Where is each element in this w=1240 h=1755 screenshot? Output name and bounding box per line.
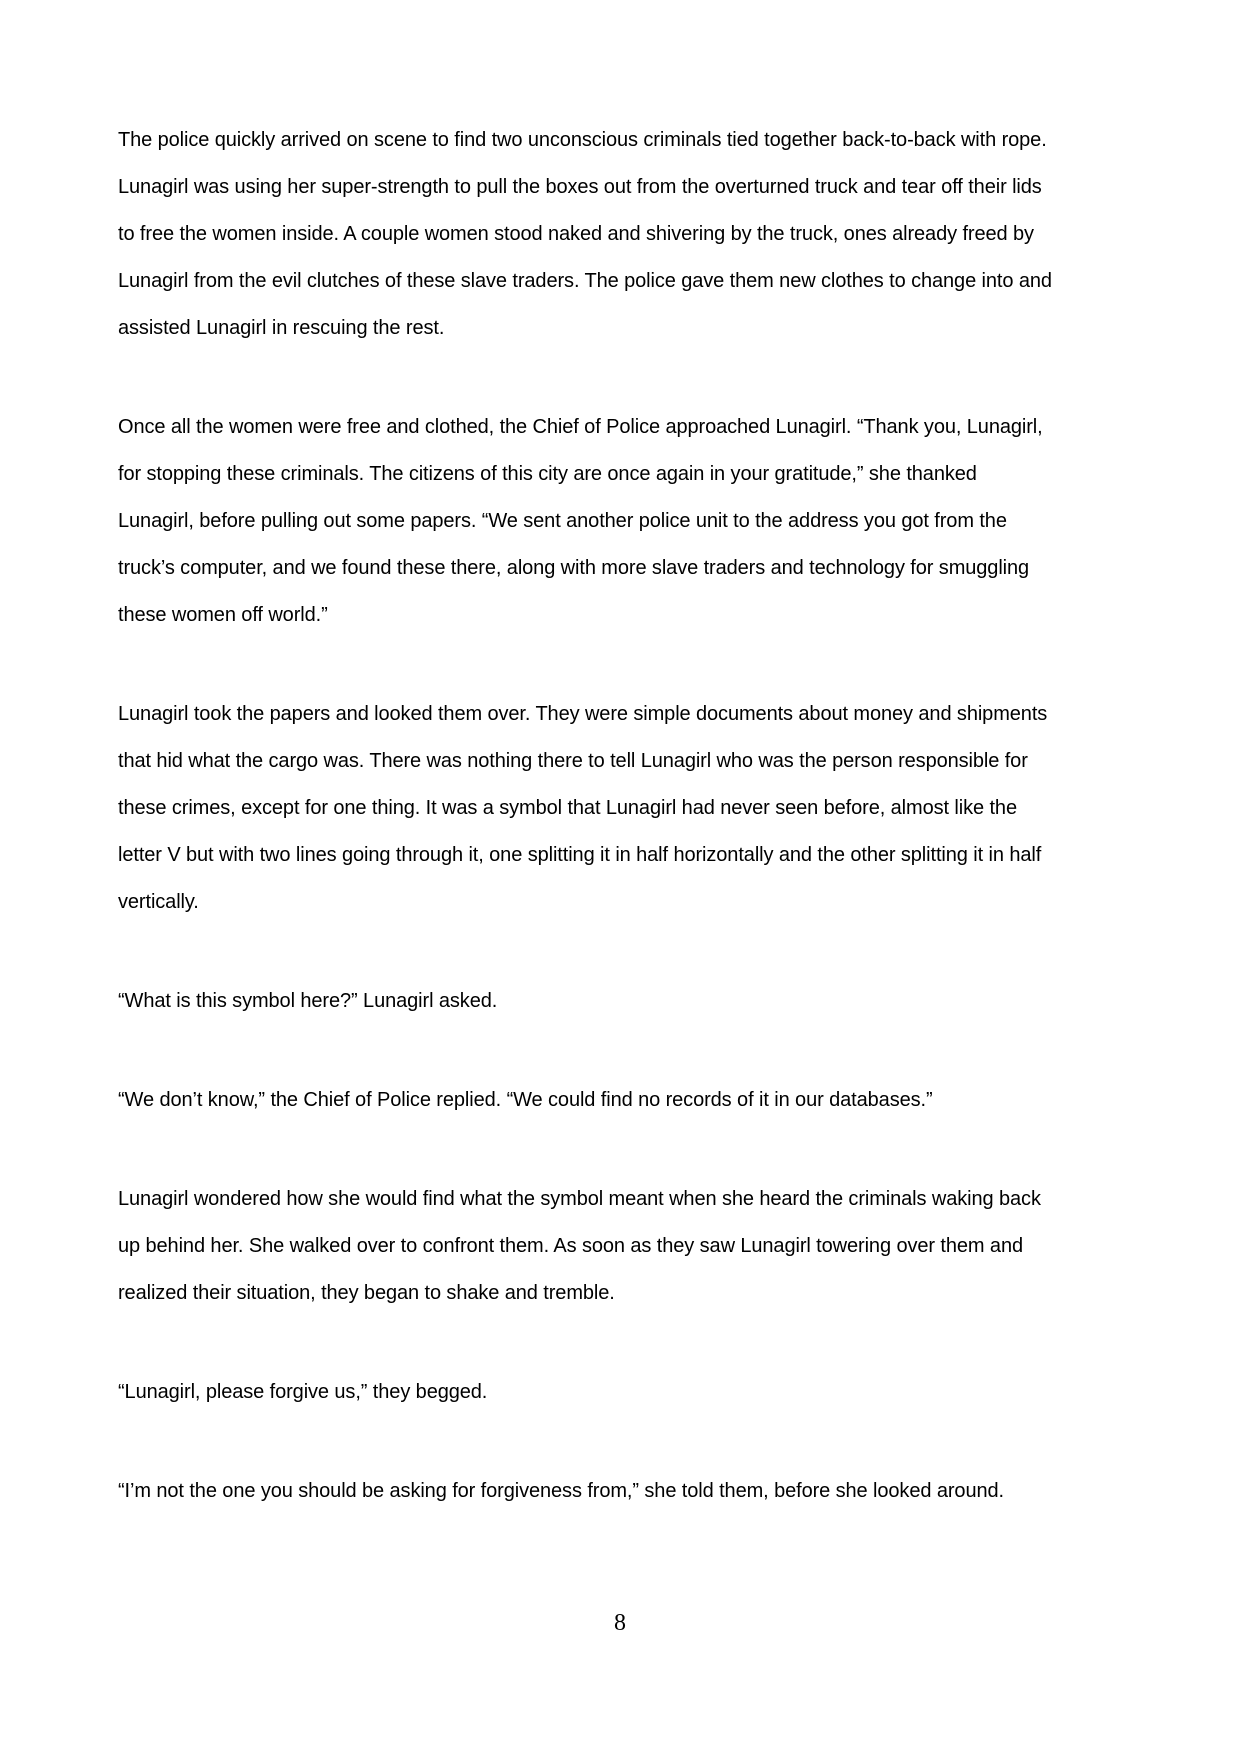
paragraph-5: “We don’t know,” the Chief of Police replied. “We could find no records of it in our databases.” bbox=[118, 1089, 933, 1111]
paragraph-6: Lunagirl wondered how she would find what the symbol meant when she heard the criminals waking back up behind her. She walked over to confront them. As soon as they saw Lunagirl towering over them and realized their situation, they began to shake and tremble. bbox=[118, 1188, 1041, 1304]
story-body bbox=[118, 117, 1138, 1567]
paragraph-8: “I’m not the one you should be asking for forgiveness from,” she told them, before she looked around. bbox=[118, 1480, 1004, 1502]
paragraph-1: The police quickly arrived on scene to find two unconscious criminals tied together back-to-back with rope. Lunagirl was using her super-strength to pull the boxes out from the overturned truck and tear off their lids to free the women inside. A couple women stood naked and shivering by the truck, ones already freed by Lunagirl from the evil clutches of these slave traders. The police gave them new clothes to change into and assisted Lunagirl in rescuing the rest. bbox=[118, 129, 1052, 339]
page-number: 8 bbox=[614, 1610, 626, 1636]
paragraph-2: Once all the women were free and clothed, the Chief of Police approached Lunagirl. “Thank you, Lunagirl, for stopping these criminals. The citizens of this city are once again in your gratitude,” she thanked Lunagirl, before pulling out some papers. “We sent another police unit to the address you got from the truck’s computer, and we found these there, along with more slave traders and technology for smuggling these women off world.” bbox=[118, 416, 1043, 626]
paragraph-3: Lunagirl took the papers and looked them over. They were simple documents about money and shipments that hid what the cargo was. There was nothing there to tell Lunagirl who was the person responsible for these crimes, except for one thing. It was a symbol that Lunagirl had never seen before, almost like the letter V but with two lines going through it, one splitting it in half horizontally and the other splitting it in half vertically. bbox=[118, 703, 1048, 913]
paragraph-4: “What is this symbol here?” Lunagirl asked. bbox=[118, 990, 498, 1012]
paragraph-7: “Lunagirl, please forgive us,” they begged. bbox=[118, 1381, 488, 1403]
